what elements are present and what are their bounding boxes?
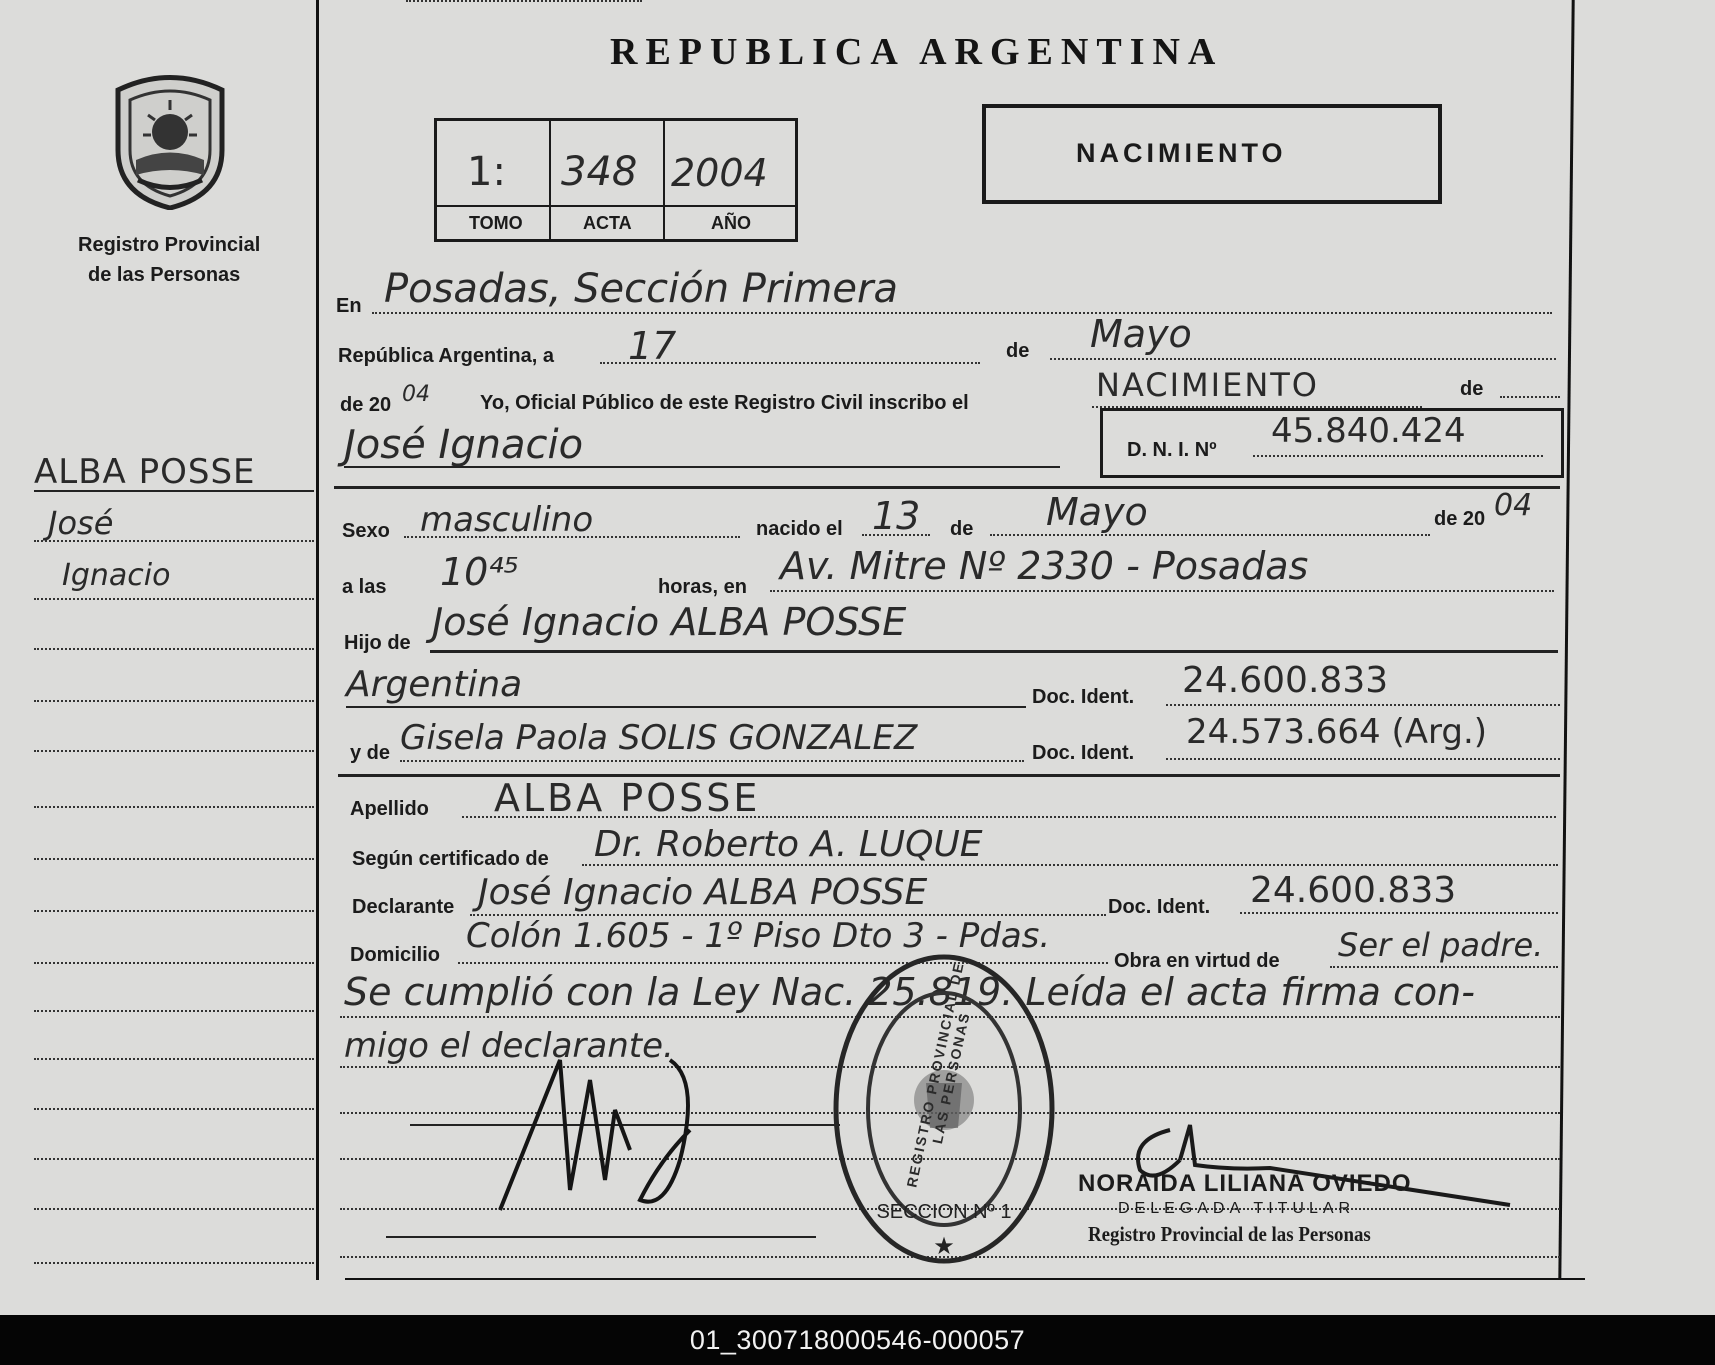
line-padre-doc — [1166, 704, 1560, 706]
line-nombre — [344, 466, 1060, 468]
value-apellido: ALBA POSSE — [494, 776, 761, 820]
left-frame-line — [316, 0, 319, 1280]
stamp-section-text: SECCION Nº 1 — [876, 1201, 1012, 1223]
signature-line-bottom — [386, 1236, 816, 1238]
tomo-label: TOMO — [469, 213, 523, 233]
label-y-de: y de — [350, 742, 391, 764]
line-madre — [400, 760, 1024, 762]
value-nacido-dia: 13 — [872, 494, 921, 538]
margin-rule-13 — [34, 1108, 314, 1110]
label-obra: Obra en virtud de — [1114, 950, 1280, 972]
line-mes — [1050, 358, 1556, 360]
margin-rule-7 — [34, 806, 314, 808]
margin-rule-6 — [34, 750, 314, 752]
registry-name-line1: Registro Provincial — [78, 234, 261, 256]
line-hora — [406, 0, 642, 2]
label-de-nombre: de — [1460, 378, 1484, 400]
label-hijo: Hijo de — [344, 632, 411, 654]
margin-rule-1 — [34, 490, 314, 492]
officer-name: NORAIDA LILIANA OVIEDO — [1078, 1170, 1412, 1197]
margin-rule-15 — [34, 1208, 314, 1210]
value-certificado: Dr. Roberto A. LUQUE — [594, 824, 983, 865]
label-dni: D. N. I. Nº — [1127, 439, 1217, 461]
record-type-label: NACIMIENTO — [1076, 138, 1287, 168]
value-lugar: Posadas, Sección Primera — [384, 266, 898, 312]
label-doc-madre: Doc. Ident. — [1032, 742, 1135, 764]
value-domicilio: Colón 1.605 - 1º Piso Dto 3 - Pdas. — [466, 916, 1051, 956]
line-padre — [430, 650, 1558, 653]
acta-label: ACTA — [583, 213, 632, 233]
line-lugar-nac — [770, 590, 1554, 592]
margin-name-1: José — [48, 504, 114, 542]
value-lugar-nac: Av. Mitre Nº 2330 - Posadas — [780, 544, 1309, 588]
value-padre: José Ignacio ALBA POSSE — [432, 600, 907, 644]
line-padre-nac — [346, 706, 1026, 708]
record-number-box — [434, 118, 798, 242]
value-anio: 04 — [402, 382, 430, 407]
margin-rule-10 — [34, 962, 314, 964]
line-en — [372, 312, 1552, 314]
value-padre-doc: 24.600.833 — [1182, 660, 1389, 701]
dni-box — [1100, 408, 1564, 478]
line-dni — [1253, 455, 1543, 457]
label-segun: Según certificado de — [352, 848, 549, 870]
label-a-las: a las — [342, 576, 387, 598]
label-de20-nacido: de 20 — [1434, 508, 1486, 530]
document-title: REPUBLICA ARGENTINA — [610, 31, 1224, 73]
line-madre-doc — [1166, 758, 1560, 760]
label-domicilio: Domicilio — [350, 944, 441, 966]
label-yo: Yo, Oficial Público de este Registro Civil inscribo el — [480, 392, 969, 414]
label-de-nacido: de — [950, 518, 974, 540]
label-doc-padre: Doc. Ident. — [1032, 686, 1135, 708]
margin-rule-14 — [34, 1158, 314, 1160]
value-obra: Ser el padre. — [1338, 926, 1544, 964]
margin-rule-4 — [34, 648, 314, 650]
label-declarante: Declarante — [352, 896, 455, 918]
value-nombre: José Ignacio — [344, 422, 584, 468]
margin-surname: ALBA POSSE — [34, 452, 256, 492]
line-de-end — [1500, 396, 1560, 398]
ano-label: AÑO — [711, 213, 751, 233]
officer-org: Registro Provincial de las Personas — [1088, 1222, 1371, 1246]
registry-name-line2: de las Personas — [88, 264, 241, 286]
label-doc-declarante: Doc. Ident. — [1108, 896, 1211, 918]
acta-value: 348 — [561, 149, 638, 195]
value-dia: 17 — [628, 324, 677, 368]
value-hora: 10⁴⁵ — [440, 550, 519, 594]
value-declarante-doc: 24.600.833 — [1250, 870, 1457, 911]
value-nacido-mes: Mayo — [1046, 490, 1148, 534]
record-type-box — [982, 104, 1442, 204]
declarant-signature — [490, 1040, 750, 1220]
value-nota-line1: Se cumplió con la Ley Nac. 25.819. Leída el acta firma con- — [344, 970, 1475, 1014]
label-sexo: Sexo — [342, 520, 390, 542]
value-nacido-anio: 04 — [1494, 488, 1533, 523]
bottom-frame-line — [345, 1278, 1585, 1280]
label-en: En — [336, 295, 362, 317]
value-inscribo: NACIMIENTO — [1096, 366, 1319, 404]
value-madre: Gisela Paola SOLIS GONZALEZ — [400, 718, 918, 758]
officer-role: DELEGADA TITULAR — [1118, 1200, 1356, 1217]
value-madre-doc: 24.573.664 (Arg.) — [1186, 712, 1488, 752]
margin-rule-3 — [34, 598, 314, 600]
label-republica: República Argentina, a — [338, 345, 554, 367]
value-nota-line2: migo el declarante. — [344, 1026, 674, 1066]
right-frame-line — [1558, 0, 1574, 1280]
label-horas: horas, en — [658, 576, 747, 598]
stamp-ring-text: REGISTRO PROVINCIAL DE LAS PERSONAS — [903, 959, 973, 1189]
value-declarante: José Ignacio ALBA POSSE — [478, 872, 928, 913]
tomo-value: 1: — [467, 149, 506, 195]
value-dni: 45.840.424 — [1271, 411, 1466, 451]
line-declarante-doc — [1240, 912, 1558, 914]
label-apellido: Apellido — [350, 798, 429, 820]
margin-rule-16 — [34, 1262, 314, 1264]
margin-rule-5 — [34, 700, 314, 702]
line-nacido-mes — [990, 534, 1430, 536]
label-nacido: nacido el — [756, 518, 843, 540]
divider-birth — [334, 486, 1560, 489]
margin-rule-12 — [34, 1058, 314, 1060]
line-obra — [1330, 966, 1558, 968]
province-seal-icon — [108, 70, 232, 210]
svg-text:★: ★ — [933, 1232, 955, 1260]
margin-rule-2 — [34, 540, 314, 542]
margin-rule-9 — [34, 910, 314, 912]
value-sexo: masculino — [420, 500, 594, 540]
footer-code: 01_300718000546-000057 — [0, 1315, 1715, 1365]
label-de-mes: de — [1006, 340, 1030, 362]
margin-name-2: Ignacio — [62, 558, 171, 593]
value-mes: Mayo — [1090, 312, 1192, 356]
value-padre-nac: Argentina — [346, 664, 523, 705]
margin-rule-8 — [34, 858, 314, 860]
ano-value: 2004 — [671, 151, 768, 195]
label-de20: de 20 — [340, 394, 392, 416]
margin-rule-11 — [34, 1010, 314, 1012]
